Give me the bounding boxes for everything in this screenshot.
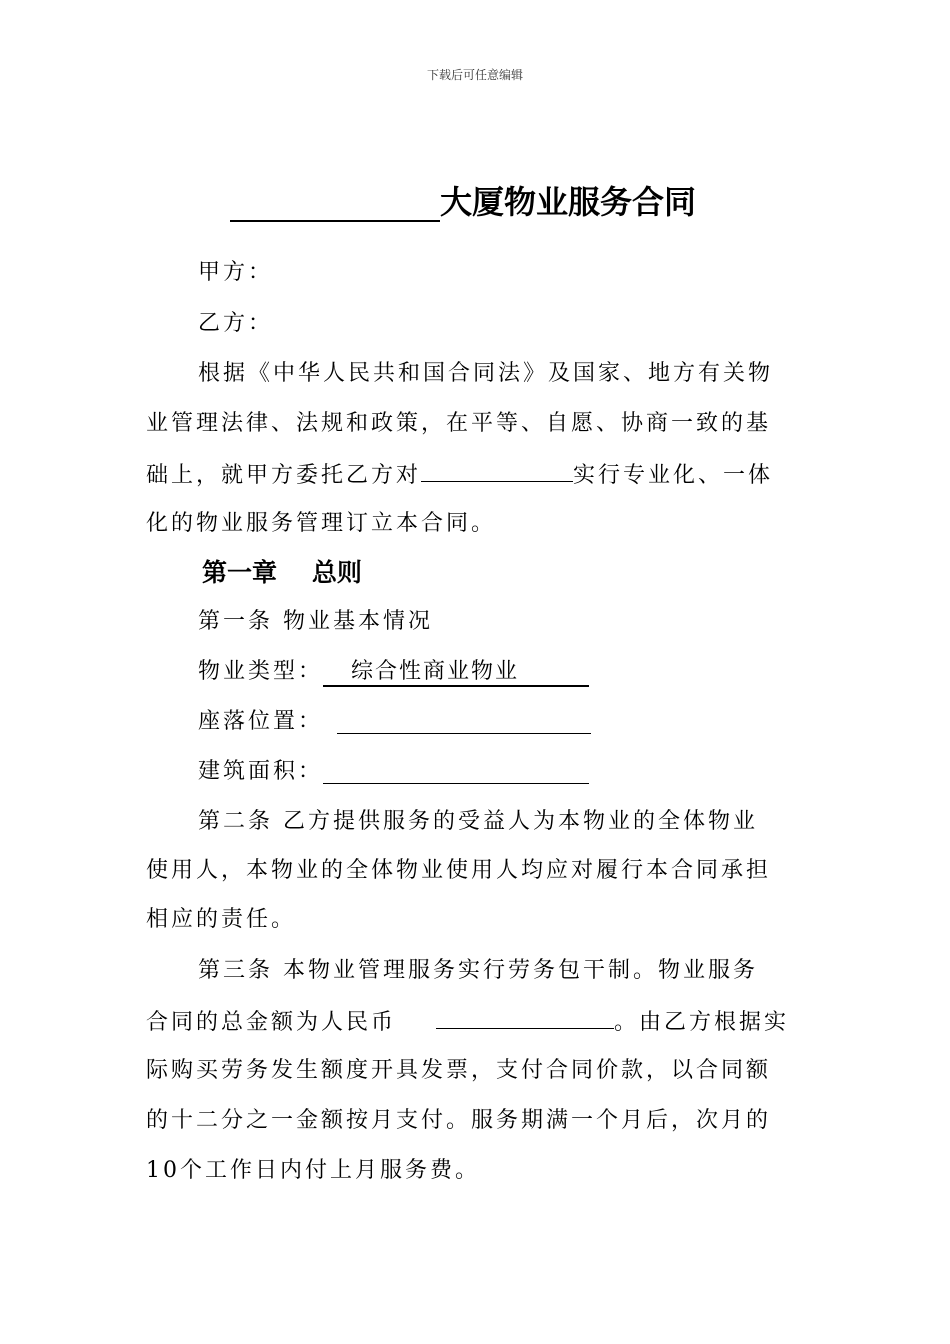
article-1-heading: 第一条 物业基本情况 [198,609,433,634]
header-note: 下载后可任意编辑 [426,68,523,82]
intro-line-3 [146,459,773,491]
location-row [198,707,591,737]
property-type-label: 物业类型： [198,659,324,684]
amount-blank [436,1006,614,1029]
area-blank [323,757,589,784]
chapter-heading: 第一章 总则 [202,558,362,587]
location-label: 座落位置： [198,709,324,734]
article-2-line-3: 相应的责任。 [146,907,297,932]
property-type-value-field [323,657,589,687]
intro-line-4: 化的物业服务管理订立本合同。 [146,511,497,536]
intro-line-3-after: 实行专业化、一体 [573,463,774,488]
intro-line-3-before: 础上，就甲方委托乙方对 [146,463,422,488]
area-label: 建筑面积： [198,759,324,784]
article-3-line-5: 10个工作日内付上月服务费。 [146,1158,480,1183]
article-2-line-2: 使用人，本物业的全体物业使用人均应对履行本合同承担 [146,858,772,883]
article-3-line-4: 的十二分之一金额按月支付。服务期满一个月后，次月的 [146,1108,772,1133]
property-type-value: 综合性商业物业 [351,659,520,684]
document-title [230,178,696,222]
article-3-line-2 [146,1006,789,1038]
party-b-label: 乙方： [198,311,274,336]
property-name-blank [421,459,573,482]
title-text: 大厦物业服务合同 [440,183,697,221]
article-3-line-3: 际购买劳务发生额度开具发票，支付合同价款，以合同额 [146,1058,772,1083]
article-2-line-1: 第二条 乙方提供服务的受益人为本物业的全体物业 [198,809,758,834]
property-type-row [198,657,589,687]
area-row [198,757,589,787]
article-3-line-2-before: 合同的总金额为人民币 [146,1010,397,1035]
location-blank [337,707,591,734]
article-3-line-2-after: 。由乙方根据实 [614,1010,790,1035]
intro-line-1: 根据《中华人民共和国合同法》及国家、地方有关物 [198,361,774,386]
title-blank-line [230,184,440,222]
article-3-line-1: 第三条 本物业管理服务实行劳务包干制。物业服务 [198,958,758,983]
party-a-label: 甲方： [198,260,274,285]
intro-line-2: 业管理法律、法规和政策，在平等、自愿、协商一致的基 [146,411,772,436]
